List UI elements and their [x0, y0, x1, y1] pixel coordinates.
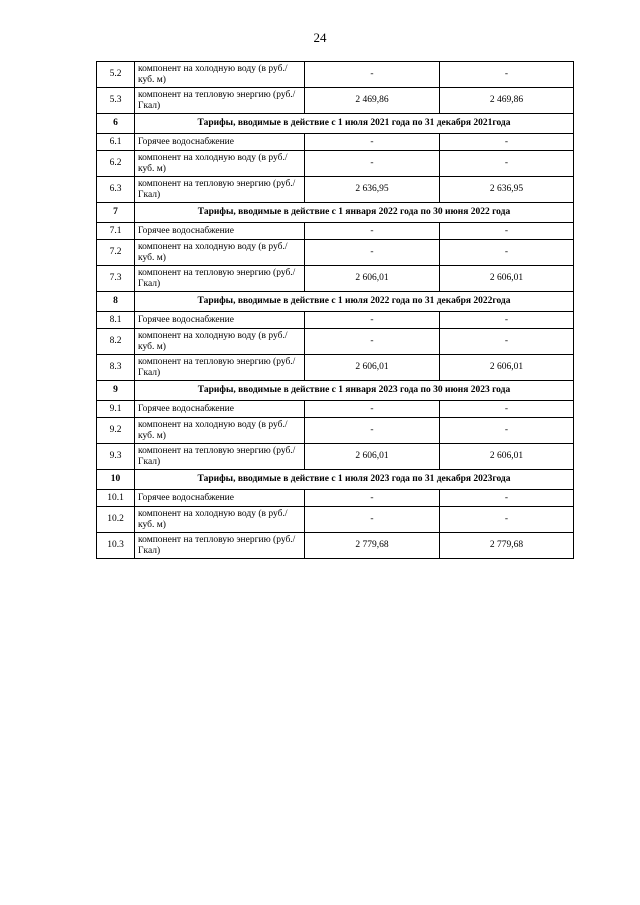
- row-value-2: -: [440, 134, 574, 151]
- section-number: 8: [97, 292, 135, 312]
- row-value-2: 2 636,95: [440, 177, 574, 203]
- row-description: компонент на холодную воду (в руб./куб. м): [135, 418, 305, 444]
- table-row: [97, 490, 574, 507]
- row-value-2: -: [440, 223, 574, 240]
- row-value-1: -: [305, 223, 440, 240]
- row-description: компонент на холодную воду (в руб./куб. м): [135, 240, 305, 266]
- section-title: Тарифы, вводимые в действие с 1 января 2023 года по 30 июня 2023 года: [135, 381, 574, 401]
- row-description: компонент на холодную воду (в руб./куб. м): [135, 151, 305, 177]
- row-value-2: 2 779,68: [440, 533, 574, 559]
- row-description: компонент на тепловую энергию (руб./Гкал): [135, 533, 305, 559]
- row-number: 5.2: [97, 62, 135, 88]
- row-description: компонент на холодную воду (в руб./куб. м): [135, 507, 305, 533]
- table-row: [97, 151, 574, 177]
- table-row: [97, 177, 574, 203]
- section-header-row: [97, 203, 574, 223]
- row-value-2: -: [440, 401, 574, 418]
- table-row: [97, 329, 574, 355]
- row-value-2: -: [440, 312, 574, 329]
- tariff-table: [96, 61, 574, 559]
- row-value-1: 2 606,01: [305, 444, 440, 470]
- section-title: Тарифы, вводимые в действие с 1 июля 2021 года по 31 декабря 2021года: [135, 114, 574, 134]
- row-value-1: -: [305, 62, 440, 88]
- row-number: 8.3: [97, 355, 135, 381]
- row-value-1: -: [305, 401, 440, 418]
- table-row: [97, 266, 574, 292]
- table-row: [97, 444, 574, 470]
- row-description: компонент на тепловую энергию (руб./Гкал): [135, 355, 305, 381]
- row-number: 8.1: [97, 312, 135, 329]
- row-description: компонент на тепловую энергию (руб./Гкал): [135, 177, 305, 203]
- table-row: [97, 134, 574, 151]
- row-number: 10.3: [97, 533, 135, 559]
- row-description: Горячее водоснабжение: [135, 134, 305, 151]
- table-row: [97, 401, 574, 418]
- section-number: 10: [97, 470, 135, 490]
- row-value-1: -: [305, 134, 440, 151]
- row-value-2: 2 606,01: [440, 266, 574, 292]
- section-title: Тарифы, вводимые в действие с 1 июля 2023 года по 31 декабря 2023года: [135, 470, 574, 490]
- row-value-1: -: [305, 312, 440, 329]
- row-value-1: -: [305, 240, 440, 266]
- row-value-2: -: [440, 418, 574, 444]
- row-description: Горячее водоснабжение: [135, 490, 305, 507]
- row-number: 8.2: [97, 329, 135, 355]
- section-header-row: [97, 114, 574, 134]
- row-value-2: -: [440, 490, 574, 507]
- tariff-table-body: [97, 62, 574, 559]
- page-number: 24: [313, 30, 327, 45]
- section-title: Тарифы, вводимые в действие с 1 января 2022 года по 30 июня 2022 года: [135, 203, 574, 223]
- row-description: Горячее водоснабжение: [135, 401, 305, 418]
- row-description: компонент на тепловую энергию (руб./Гкал): [135, 266, 305, 292]
- row-value-2: -: [440, 329, 574, 355]
- section-header-row: [97, 292, 574, 312]
- table-row: [97, 418, 574, 444]
- row-description: компонент на холодную воду (в руб./куб. м): [135, 62, 305, 88]
- table-row: [97, 62, 574, 88]
- row-value-1: -: [305, 151, 440, 177]
- section-number: 7: [97, 203, 135, 223]
- section-number: 6: [97, 114, 135, 134]
- row-description: компонент на тепловую энергию (руб./Гкал): [135, 444, 305, 470]
- row-number: 9.2: [97, 418, 135, 444]
- row-value-2: -: [440, 507, 574, 533]
- row-value-2: 2 606,01: [440, 355, 574, 381]
- row-value-1: 2 779,68: [305, 533, 440, 559]
- row-value-1: -: [305, 329, 440, 355]
- row-number: 7.3: [97, 266, 135, 292]
- row-value-1: 2 469,86: [305, 88, 440, 114]
- table-row: [97, 355, 574, 381]
- row-number: 6.2: [97, 151, 135, 177]
- row-number: 10.2: [97, 507, 135, 533]
- section-header-row: [97, 381, 574, 401]
- row-number: 7.2: [97, 240, 135, 266]
- row-number: 9.1: [97, 401, 135, 418]
- row-description: Горячее водоснабжение: [135, 223, 305, 240]
- row-value-1: 2 636,95: [305, 177, 440, 203]
- row-value-1: -: [305, 490, 440, 507]
- row-number: 7.1: [97, 223, 135, 240]
- section-title: Тарифы, вводимые в действие с 1 июля 2022 года по 31 декабря 2022года: [135, 292, 574, 312]
- row-value-1: 2 606,01: [305, 266, 440, 292]
- row-number: 10.1: [97, 490, 135, 507]
- table-row: [97, 240, 574, 266]
- table-row: [97, 533, 574, 559]
- table-row: [97, 312, 574, 329]
- row-description: компонент на холодную воду (в руб./куб. м): [135, 329, 305, 355]
- row-number: 9.3: [97, 444, 135, 470]
- row-value-1: -: [305, 507, 440, 533]
- row-value-2: -: [440, 62, 574, 88]
- row-number: 6.1: [97, 134, 135, 151]
- row-value-2: 2 469,86: [440, 88, 574, 114]
- table-row: [97, 223, 574, 240]
- row-number: 6.3: [97, 177, 135, 203]
- row-number: 5.3: [97, 88, 135, 114]
- table-row: [97, 88, 574, 114]
- row-description: Горячее водоснабжение: [135, 312, 305, 329]
- section-header-row: [97, 470, 574, 490]
- table-row: [97, 507, 574, 533]
- row-value-2: -: [440, 151, 574, 177]
- row-description: компонент на тепловую энергию (руб./Гкал): [135, 88, 305, 114]
- row-value-1: -: [305, 418, 440, 444]
- row-value-2: -: [440, 240, 574, 266]
- row-value-1: 2 606,01: [305, 355, 440, 381]
- section-number: 9: [97, 381, 135, 401]
- row-value-2: 2 606,01: [440, 444, 574, 470]
